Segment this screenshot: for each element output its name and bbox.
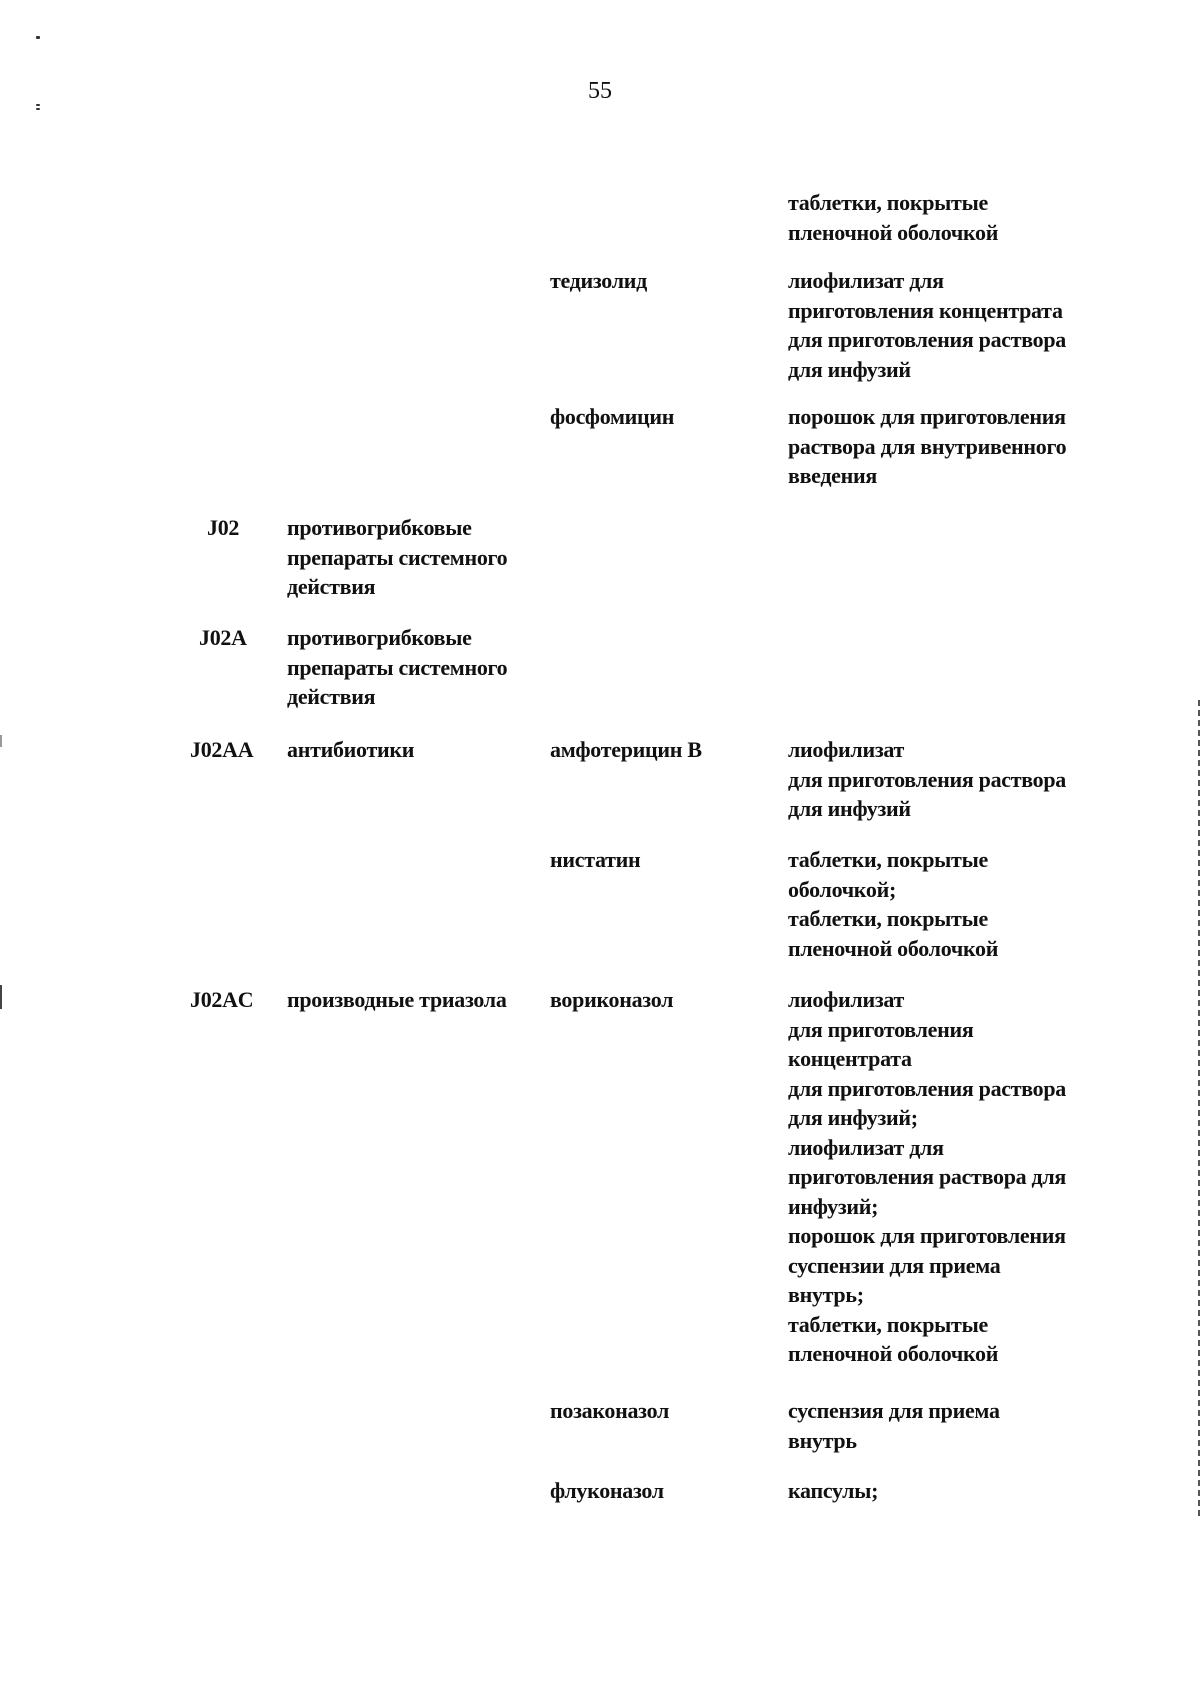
drug-name: тедизолид [550, 268, 647, 293]
drug-name: позаконазол [550, 1398, 670, 1423]
scan-speck [36, 36, 40, 39]
scan-edge-mark [0, 985, 2, 1009]
dosage-form: лиофилизат для приготовления концентрата для приготовления раствора для инфузий; лиофилизат для приготовления раствора для инфузий; порошок для приготовления суспензии для приема внутрь; таблетки, покрытые пленочной оболочкой [788, 987, 1067, 1366]
atc-group: противогрибковые препараты системного действия [287, 515, 508, 599]
drug-name: вориконазол [550, 987, 674, 1012]
drug-name: амфотерицин В [550, 737, 702, 762]
drug-name: флуконазол [550, 1478, 664, 1503]
dosage-form: порошок для приготовления раствора для внутривенного введения [788, 404, 1067, 488]
drug-name: нистатин [550, 847, 641, 872]
atc-code: J02 [207, 515, 240, 540]
scan-speck [36, 108, 40, 110]
atc-group: антибиотики [287, 737, 415, 762]
atc-group: производные триазола [287, 987, 507, 1012]
scan-edge-mark [0, 735, 2, 747]
dosage-form: таблетки, покрытые пленочной оболочкой [788, 190, 999, 245]
scan-speck [36, 104, 40, 106]
dosage-form: лиофилизат для приготовления концентрата для приготовления раствора для инфузий [788, 268, 1067, 382]
atc-group: противогрибковые препараты системного действия [287, 625, 508, 709]
dosage-form: лиофилизат для приготовления раствора для инфузий [788, 737, 1067, 821]
drug-name: фосфомицин [550, 404, 675, 429]
page-number: 55 [588, 78, 612, 104]
atc-code: J02AA [190, 737, 254, 762]
dosage-form: суспензия для приема внутрь [788, 1398, 1000, 1453]
atc-code: J02AC [190, 987, 254, 1012]
dosage-form: таблетки, покрытые оболочкой; таблетки, покрытые пленочной оболочкой [788, 847, 999, 961]
atc-code: J02A [199, 625, 247, 650]
dosage-form: капсулы; [788, 1478, 879, 1503]
